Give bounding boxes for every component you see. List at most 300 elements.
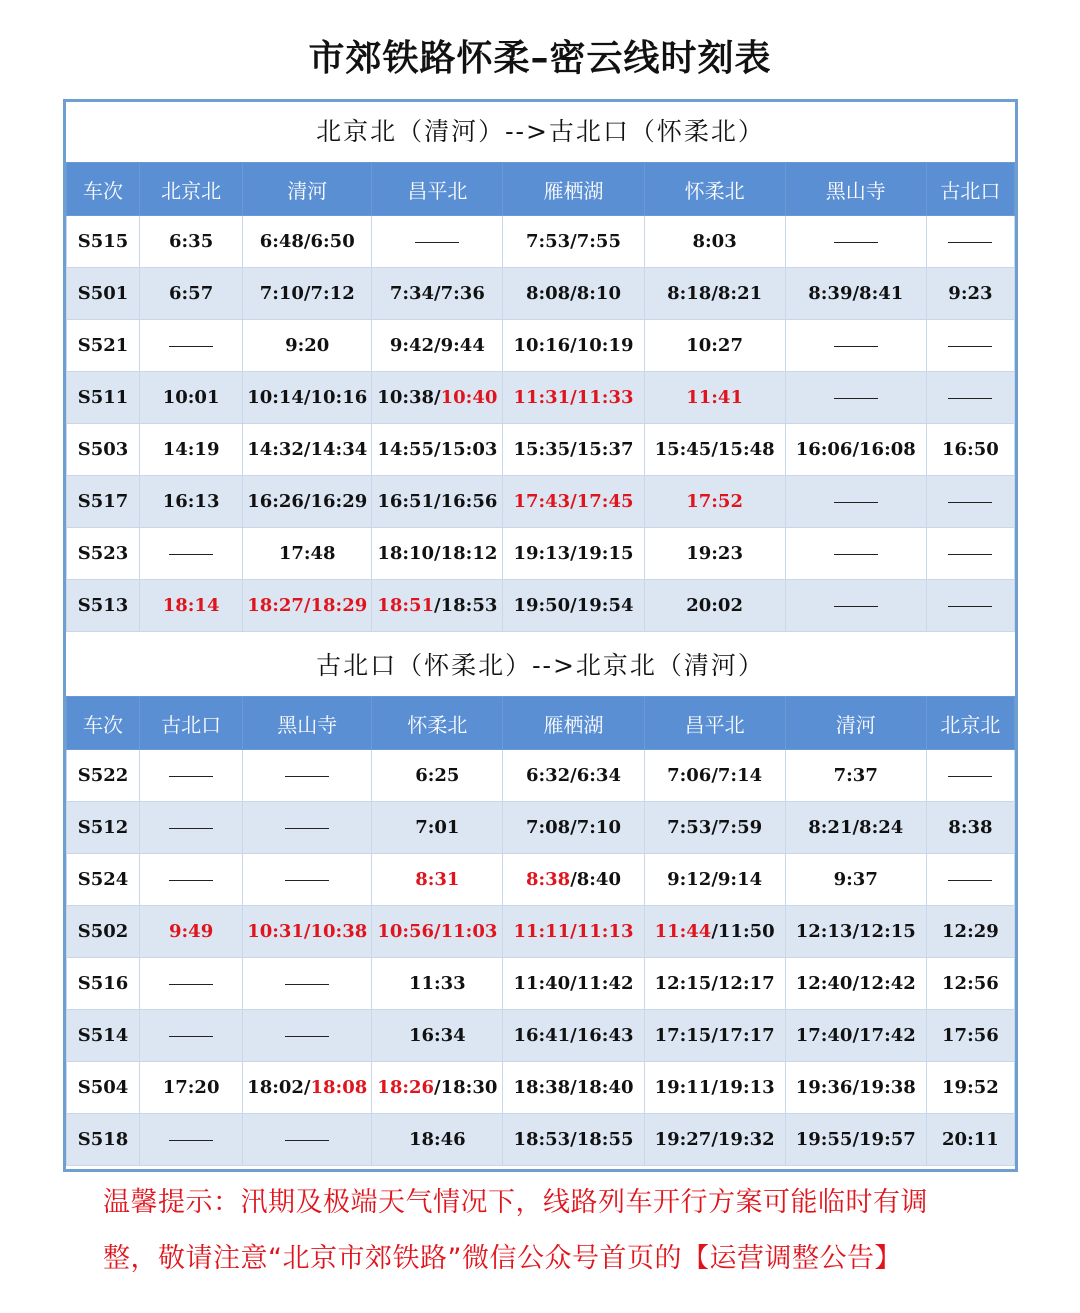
column-header-station: 雁栖湖 <box>503 163 644 216</box>
highlighted-time: 18:14 <box>162 595 220 616</box>
no-stop-dash <box>834 554 878 555</box>
time-cell <box>372 372 503 424</box>
train-number-cell <box>67 268 140 320</box>
time-cell <box>644 372 785 424</box>
time-text: 17:40/17:42 <box>795 1025 916 1046</box>
table-row <box>67 802 1015 854</box>
time-cell <box>785 268 926 320</box>
time-cell <box>785 216 926 268</box>
time-cell <box>503 528 644 580</box>
time-text: 19:11/19:13 <box>654 1077 775 1098</box>
highlighted-time: 10:31/10:38 <box>247 921 368 942</box>
time-text: 10:16/10:19 <box>513 335 634 356</box>
time-cell <box>372 802 503 854</box>
time-text: S514 <box>77 1025 129 1046</box>
time-cell <box>503 476 644 528</box>
time-cell <box>372 1062 503 1114</box>
section-heading-inbound: 古北口（怀柔北）-->北京北（清河） <box>316 651 765 680</box>
time-text: 19:23 <box>686 543 743 564</box>
time-cell <box>243 216 372 268</box>
time-cell <box>243 854 372 906</box>
time-text: 16:06/16:08 <box>795 439 916 460</box>
train-number-cell <box>67 1114 140 1166</box>
time-cell <box>243 1062 372 1114</box>
time-text: 20:11 <box>942 1129 999 1150</box>
table-row <box>67 958 1015 1010</box>
time-cell <box>372 424 503 476</box>
section-heading-outbound: 北京北（清河）-->古北口（怀柔北） <box>316 117 765 146</box>
time-cell <box>644 528 785 580</box>
time-cell <box>243 750 372 802</box>
column-header-station: 雁栖湖 <box>503 697 644 750</box>
table-row <box>67 1062 1015 1114</box>
table-row <box>67 528 1015 580</box>
time-cell <box>926 424 1014 476</box>
time-cell <box>372 854 503 906</box>
time-cell <box>503 1114 644 1166</box>
time-text: 15:45/15:48 <box>654 439 775 460</box>
time-cell <box>503 580 644 632</box>
time-cell <box>372 958 503 1010</box>
time-cell <box>503 320 644 372</box>
time-text: 7:53/7:59 <box>667 817 763 838</box>
time-text: S513 <box>77 595 129 616</box>
time-cell <box>140 1010 243 1062</box>
time-cell <box>503 268 644 320</box>
time-cell <box>644 216 785 268</box>
time-cell <box>243 1114 372 1166</box>
time-cell <box>140 802 243 854</box>
column-header-station: 清河 <box>243 163 372 216</box>
no-stop-dash <box>285 1036 329 1037</box>
time-cell <box>785 750 926 802</box>
time-text: /18:30 <box>434 1077 498 1098</box>
time-cell <box>243 528 372 580</box>
time-cell <box>140 320 243 372</box>
column-header-station: 黑山寺 <box>243 697 372 750</box>
time-cell <box>926 802 1014 854</box>
time-cell <box>503 750 644 802</box>
time-text: S523 <box>77 543 129 564</box>
time-text: 9:37 <box>833 869 878 890</box>
time-text: 16:13 <box>162 491 220 512</box>
no-stop-dash <box>948 776 992 777</box>
time-text: 12:56 <box>942 973 999 994</box>
time-cell <box>243 958 372 1010</box>
time-text: 14:55/15:03 <box>377 439 498 460</box>
highlighted-time: 18:08 <box>310 1077 368 1098</box>
time-text: 14:32/14:34 <box>247 439 368 460</box>
table-row <box>67 1010 1015 1062</box>
time-cell <box>503 1010 644 1062</box>
highlighted-time: 18:51 <box>377 595 435 616</box>
time-text: 9:20 <box>285 335 330 356</box>
time-cell <box>140 1114 243 1166</box>
train-number-cell <box>67 528 140 580</box>
time-text: 19:36/19:38 <box>795 1077 916 1098</box>
time-cell <box>644 1114 785 1166</box>
time-cell <box>503 1062 644 1114</box>
timetable-inbound <box>66 696 1015 1166</box>
train-number-cell <box>67 580 140 632</box>
highlighted-time: 17:52 <box>686 491 743 512</box>
no-stop-dash <box>169 984 213 985</box>
time-text: 6:32/6:34 <box>525 765 621 786</box>
time-text: 10:01 <box>162 387 220 408</box>
time-cell <box>503 424 644 476</box>
time-text: 7:10/7:12 <box>259 283 355 304</box>
table-row <box>67 854 1015 906</box>
time-text: 19:52 <box>942 1077 999 1098</box>
no-stop-dash <box>834 606 878 607</box>
column-header-station: 怀柔北 <box>372 697 503 750</box>
time-cell <box>926 476 1014 528</box>
highlighted-time: 11:41 <box>686 387 743 408</box>
time-cell <box>503 372 644 424</box>
time-text: 14:19 <box>162 439 220 460</box>
table-row <box>67 424 1015 476</box>
no-stop-dash <box>285 880 329 881</box>
time-cell <box>372 216 503 268</box>
highlighted-time: 10:40 <box>440 387 498 408</box>
no-stop-dash <box>169 828 213 829</box>
time-cell <box>644 958 785 1010</box>
time-text: 8:18/8:21 <box>667 283 763 304</box>
no-stop-dash <box>834 346 878 347</box>
train-number-cell <box>67 424 140 476</box>
time-text: 17:56 <box>942 1025 999 1046</box>
no-stop-dash <box>415 242 459 243</box>
no-stop-dash <box>285 984 329 985</box>
train-number-cell <box>67 854 140 906</box>
time-cell <box>926 958 1014 1010</box>
time-text: 8:08/8:10 <box>525 283 621 304</box>
time-cell <box>140 268 243 320</box>
time-text: 6:35 <box>169 231 214 252</box>
time-text: 19:13/19:15 <box>513 543 634 564</box>
time-cell <box>372 268 503 320</box>
column-header-train: 车次 <box>67 163 140 216</box>
header-row <box>67 697 1015 750</box>
time-cell <box>785 1114 926 1166</box>
time-text: /18:53 <box>434 595 498 616</box>
time-text: S501 <box>77 283 129 304</box>
time-text: 7:37 <box>833 765 878 786</box>
time-cell <box>243 320 372 372</box>
time-text: S518 <box>77 1129 129 1150</box>
highlighted-time: 18:27/18:29 <box>247 595 368 616</box>
time-text: 16:34 <box>408 1025 466 1046</box>
time-cell <box>243 476 372 528</box>
time-cell <box>140 216 243 268</box>
time-text: 18:10/18:12 <box>377 543 498 564</box>
time-cell <box>372 476 503 528</box>
highlighted-time: 11:31/11:33 <box>513 387 634 408</box>
time-text: 19:27/19:32 <box>654 1129 775 1150</box>
table-row <box>67 1114 1015 1166</box>
no-stop-dash <box>948 242 992 243</box>
time-text: 7:53/7:55 <box>525 231 621 252</box>
time-cell <box>140 854 243 906</box>
time-text: 15:35/15:37 <box>513 439 634 460</box>
time-text: 8:38 <box>948 817 993 838</box>
table-row <box>67 476 1015 528</box>
notice-line-2: 整，敬请注意“北京市郊铁路”微信公众号首页的【运营调整公告】 <box>103 1243 902 1274</box>
time-cell <box>372 906 503 958</box>
time-cell <box>644 268 785 320</box>
time-cell <box>926 854 1014 906</box>
time-cell <box>926 1010 1014 1062</box>
no-stop-dash <box>948 502 992 503</box>
time-text: S515 <box>77 231 129 252</box>
timetable-outbound <box>66 162 1015 632</box>
time-cell <box>243 906 372 958</box>
time-cell <box>926 750 1014 802</box>
time-cell <box>503 854 644 906</box>
time-text: S524 <box>77 869 129 890</box>
time-text: 7:01 <box>415 817 460 838</box>
time-cell <box>926 268 1014 320</box>
time-text: S503 <box>77 439 129 460</box>
column-header-station: 昌平北 <box>372 163 503 216</box>
no-stop-dash <box>169 1036 213 1037</box>
highlighted-time: 11:11/11:13 <box>513 921 634 942</box>
time-cell <box>785 906 926 958</box>
train-number-cell <box>67 476 140 528</box>
time-text: 11:33 <box>408 973 466 994</box>
time-text: S502 <box>77 921 129 942</box>
no-stop-dash <box>948 880 992 881</box>
train-number-cell <box>67 1062 140 1114</box>
time-text: S516 <box>77 973 129 994</box>
time-cell <box>785 1062 926 1114</box>
no-stop-dash <box>169 1140 213 1141</box>
time-text: 8:21/8:24 <box>808 817 904 838</box>
time-cell <box>785 1010 926 1062</box>
time-text: 9:12/9:14 <box>667 869 763 890</box>
time-cell <box>243 580 372 632</box>
time-cell <box>926 320 1014 372</box>
train-number-cell <box>67 906 140 958</box>
time-cell <box>503 216 644 268</box>
time-cell <box>785 802 926 854</box>
table-row <box>67 372 1015 424</box>
time-cell <box>785 320 926 372</box>
time-text: 7:08/7:10 <box>525 817 621 838</box>
time-cell <box>785 528 926 580</box>
time-text: 19:55/19:57 <box>795 1129 916 1150</box>
column-header-train: 车次 <box>67 697 140 750</box>
time-cell <box>372 320 503 372</box>
time-cell <box>785 372 926 424</box>
train-number-cell <box>67 750 140 802</box>
highlighted-time: 11:44 <box>654 921 712 942</box>
train-number-cell <box>67 802 140 854</box>
time-text: 20:02 <box>686 595 743 616</box>
time-cell <box>926 580 1014 632</box>
time-text: 10:27 <box>686 335 743 356</box>
table-row <box>67 216 1015 268</box>
time-text: S522 <box>77 765 129 786</box>
highlighted-time: 10:56/11:03 <box>377 921 498 942</box>
time-text: S511 <box>77 387 129 408</box>
time-cell <box>644 750 785 802</box>
time-text: 12:15/12:17 <box>654 973 775 994</box>
time-text: 6:25 <box>415 765 460 786</box>
train-number-cell <box>67 216 140 268</box>
time-text: 12:40/12:42 <box>795 973 916 994</box>
page-title: 市郊铁路怀柔–密云线时刻表 <box>308 38 772 79</box>
time-cell <box>644 802 785 854</box>
time-text: S512 <box>77 817 129 838</box>
time-cell <box>926 1114 1014 1166</box>
time-text: S504 <box>77 1077 129 1098</box>
table-row <box>67 750 1015 802</box>
highlighted-time: 9:49 <box>169 921 214 942</box>
train-number-cell <box>67 320 140 372</box>
time-cell <box>140 750 243 802</box>
no-stop-dash <box>834 502 878 503</box>
time-text: 16:41/16:43 <box>513 1025 634 1046</box>
time-text: 6:57 <box>169 283 214 304</box>
time-text: 6:48/6:50 <box>259 231 355 252</box>
time-text: 7:06/7:14 <box>667 765 763 786</box>
time-cell <box>503 906 644 958</box>
time-cell <box>243 268 372 320</box>
table-row <box>67 580 1015 632</box>
time-text: 9:42/9:44 <box>389 335 485 356</box>
time-cell <box>926 372 1014 424</box>
no-stop-dash <box>948 606 992 607</box>
time-text: 16:26/16:29 <box>247 491 368 512</box>
time-cell <box>372 528 503 580</box>
time-cell <box>644 424 785 476</box>
time-text: 17:48 <box>278 543 336 564</box>
notice-line-1: 温馨提示：汛期及极端天气情况下，线路列车开行方案可能临时有调 <box>103 1187 928 1218</box>
time-text: S517 <box>77 491 129 512</box>
time-cell <box>644 1062 785 1114</box>
no-stop-dash <box>285 1140 329 1141</box>
timetable-frame <box>63 99 1018 1172</box>
time-text: 17:20 <box>162 1077 220 1098</box>
time-cell <box>503 958 644 1010</box>
time-cell <box>644 580 785 632</box>
no-stop-dash <box>834 398 878 399</box>
time-cell <box>243 424 372 476</box>
time-cell <box>140 476 243 528</box>
no-stop-dash <box>169 346 213 347</box>
time-cell <box>140 372 243 424</box>
time-cell <box>503 802 644 854</box>
column-header-station: 北京北 <box>926 697 1014 750</box>
train-number-cell <box>67 372 140 424</box>
no-stop-dash <box>948 398 992 399</box>
time-cell <box>644 1010 785 1062</box>
time-text: 16:51/16:56 <box>377 491 498 512</box>
time-cell <box>785 854 926 906</box>
time-text: 7:34/7:36 <box>389 283 485 304</box>
column-header-station: 清河 <box>785 697 926 750</box>
time-cell <box>644 854 785 906</box>
highlighted-time: 8:38 <box>525 869 571 890</box>
time-text: 11:40/11:42 <box>513 973 634 994</box>
time-cell <box>243 802 372 854</box>
time-cell <box>243 1010 372 1062</box>
time-cell <box>243 372 372 424</box>
time-text: 10:14/10:16 <box>247 387 368 408</box>
column-header-station: 黑山寺 <box>785 163 926 216</box>
time-cell <box>785 476 926 528</box>
column-header-station: 怀柔北 <box>644 163 785 216</box>
time-cell <box>140 958 243 1010</box>
time-text: 10:38/ <box>377 387 441 408</box>
time-cell <box>372 1010 503 1062</box>
time-text: S521 <box>77 335 129 356</box>
column-header-station: 古北口 <box>926 163 1014 216</box>
highlighted-time: 18:26 <box>377 1077 435 1098</box>
time-cell <box>644 476 785 528</box>
highlighted-time: 17:43/17:45 <box>513 491 634 512</box>
time-cell <box>785 958 926 1010</box>
no-stop-dash <box>169 554 213 555</box>
time-cell <box>644 906 785 958</box>
time-text: 9:23 <box>948 283 993 304</box>
table-row <box>67 320 1015 372</box>
table-row <box>67 906 1015 958</box>
no-stop-dash <box>169 880 213 881</box>
time-text: 12:29 <box>942 921 999 942</box>
time-text: 8:03 <box>692 231 737 252</box>
time-cell <box>140 1062 243 1114</box>
time-cell <box>926 216 1014 268</box>
time-text: 8:39/8:41 <box>808 283 904 304</box>
header-row <box>67 163 1015 216</box>
time-cell <box>372 1114 503 1166</box>
column-header-station: 昌平北 <box>644 697 785 750</box>
column-header-station: 古北口 <box>140 697 243 750</box>
time-text: /11:50 <box>711 921 775 942</box>
time-cell <box>372 580 503 632</box>
table-row <box>67 268 1015 320</box>
time-cell <box>785 580 926 632</box>
time-cell <box>140 580 243 632</box>
time-text: 12:13/12:15 <box>795 921 916 942</box>
time-cell <box>926 528 1014 580</box>
time-cell <box>785 424 926 476</box>
time-cell <box>926 906 1014 958</box>
no-stop-dash <box>834 242 878 243</box>
time-cell <box>372 750 503 802</box>
no-stop-dash <box>948 346 992 347</box>
no-stop-dash <box>285 828 329 829</box>
no-stop-dash <box>285 776 329 777</box>
time-text: 18:02/ <box>247 1077 311 1098</box>
time-cell <box>644 320 785 372</box>
time-text: 16:50 <box>942 439 999 460</box>
time-text: 18:53/18:55 <box>513 1129 634 1150</box>
no-stop-dash <box>169 776 213 777</box>
time-cell <box>140 906 243 958</box>
highlighted-time: 8:31 <box>415 869 460 890</box>
train-number-cell <box>67 958 140 1010</box>
time-cell <box>140 424 243 476</box>
time-text: 17:15/17:17 <box>654 1025 775 1046</box>
time-text: 18:38/18:40 <box>513 1077 634 1098</box>
column-header-station: 北京北 <box>140 163 243 216</box>
time-cell <box>926 1062 1014 1114</box>
time-text: 19:50/19:54 <box>513 595 634 616</box>
time-text: 18:46 <box>408 1129 466 1150</box>
